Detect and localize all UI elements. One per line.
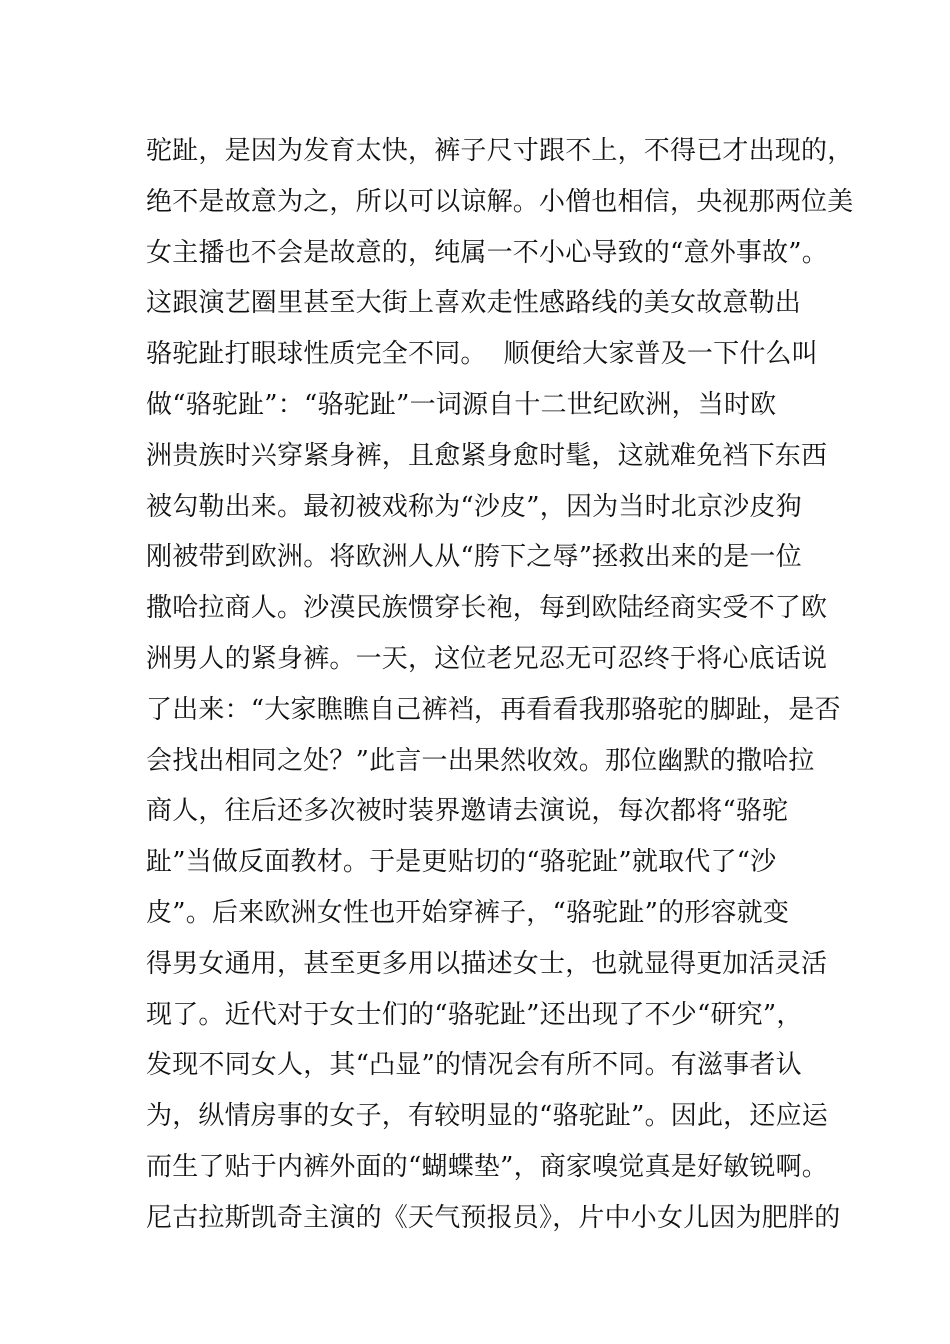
text-line-14: 商人，往后还多次被时装界邀请去演说，每次都将“骆驼 (146, 796, 789, 827)
text-line-16: 皮”。后来欧洲女性也开始穿裤子，“骆驼趾”的形容就变 (146, 897, 790, 928)
text-line-20: 为，纵情房事的女子，有较明显的“骆驼趾”。因此，还应运 (146, 1101, 828, 1132)
text-line-4: 这跟演艺圈里甚至大街上喜欢走性感路线的美女故意勒出 (146, 288, 802, 319)
text-line-3: 女主播也不会是故意的，纯属一不小心导致的“意外事故”。 (146, 237, 828, 268)
text-line-6: 做“骆驼趾”：“骆驼趾”一词源自十二世纪欧洲，当时欧 (146, 389, 777, 420)
text-line-12: 了出来：“大家瞧瞧自己裤裆，再看看我那骆驼的脚趾，是否 (146, 694, 841, 725)
text-line-21: 而生了贴于内裤外面的“蝴蝶垫”，商家嗅觉真是好敏锐啊。 (146, 1151, 828, 1182)
text-line-8: 被勾勒出来。最初被戏称为“沙皮”，因为当时北京沙皮狗 (146, 491, 802, 522)
text-line-9: 刚被带到欧洲。将欧洲人从“胯下之辱”拯救出来的是一位 (146, 542, 802, 573)
text-line-18: 现了。近代对于女士们的“骆驼趾”还出现了不少“研究”， (146, 999, 803, 1030)
text-line-10: 撒哈拉商人。沙漠民族惯穿长袍，每到欧陆经商实受不了欧 (146, 593, 828, 624)
body-text (146, 126, 854, 1244)
text-line-15: 趾”当做反面教材。于是更贴切的“骆驼趾”就取代了“沙 (146, 847, 777, 878)
text-line-22: 尼古拉斯凯奇主演的《天气预报员》，片中小女儿因为肥胖的 (146, 1202, 841, 1233)
text-line-17: 得男女通用，甚至更多用以描述女士，也就显得更加活灵活 (146, 948, 828, 979)
text-line-2: 绝不是故意为之，所以可以谅解。小僧也相信，央视那两位美 (146, 186, 854, 217)
text-line-13: 会找出相同之处？”此言一出果然收效。那位幽默的撒哈拉 (146, 745, 815, 776)
text-line-19: 发现不同女人，其“凸显”的情况会有所不同。有滋事者认 (146, 1050, 802, 1081)
text-line-5: 骆驼趾打眼球性质完全不同。 顺便给大家普及一下什么叫 (146, 339, 818, 370)
text-line-7: 洲贵族时兴穿紧身裤，且愈紧身愈时髦，这就难免裆下东西 (146, 440, 828, 471)
text-line-11: 洲男人的紧身裤。一天，这位老兄忍无可忍终于将心底话说 (146, 643, 828, 674)
text-line-1: 驼趾，是因为发育太快，裤子尺寸跟不上，不得已才出现的， (146, 136, 854, 166)
